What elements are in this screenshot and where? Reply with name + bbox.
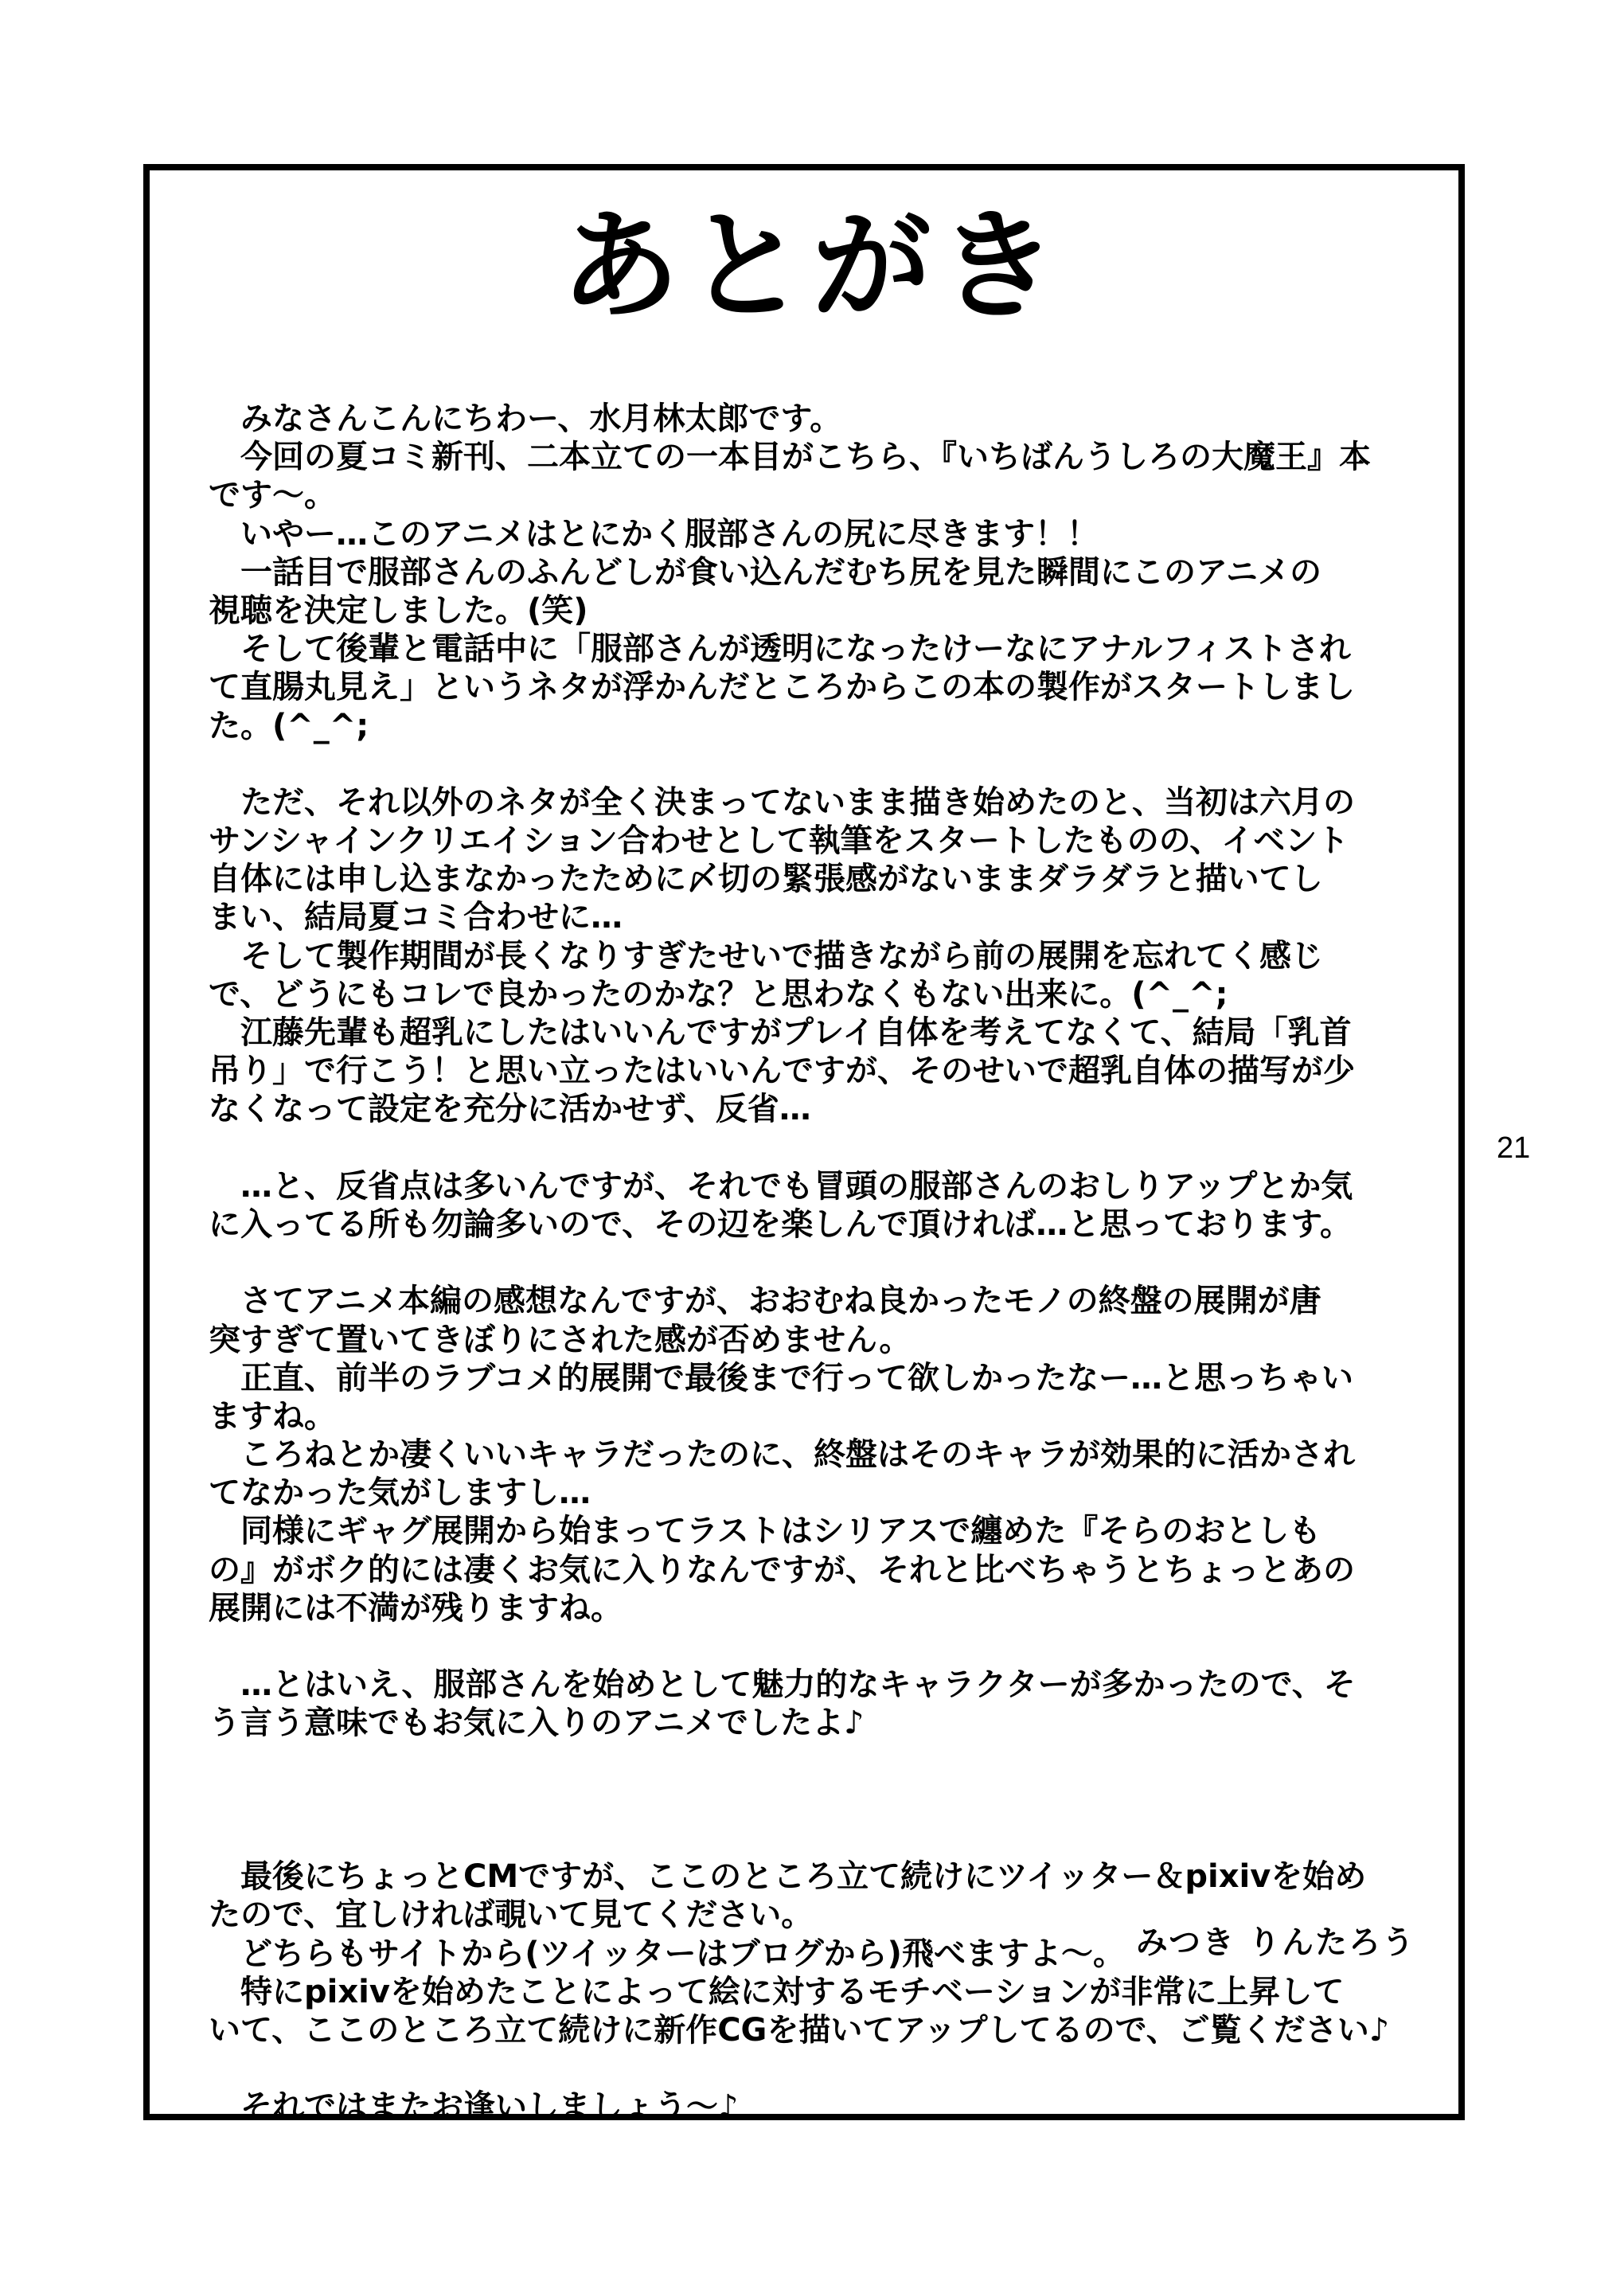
text-line: 今回の夏コミ新刊、二本立ての一本目がこちら、『いちばんうしろの大魔王』本	[209, 439, 1371, 476]
text-line: に入ってる所も勿論多いので、その辺を楽しんで頂ければ…と思っております。	[209, 1205, 1352, 1243]
text-line: 吊り」で行こう！と思い立ったはいいんですが、そのせいで超乳自体の描写が少	[209, 1053, 1355, 1090]
text-line: いて、ここのところ立て続けに新作CGを描いてアップしてるので、ご覧ください♪	[209, 2011, 1390, 2049]
page-number: 21	[1497, 1131, 1531, 1165]
text-line	[209, 1627, 1450, 1666]
text-line: 正直、前半のラブコメ的展開で最後まで行って欲しかったなー…と思っちゃい	[209, 1359, 1353, 1397]
text-line: です～。	[209, 477, 336, 514]
page-title: あとがき	[560, 197, 1064, 336]
text-line: てなかった気がしますし…	[209, 1475, 591, 1512]
text-line	[209, 1743, 1450, 1781]
text-line: どちらもサイトから(ツイッターはブログから)飛べますよ～。	[209, 1935, 1125, 1972]
text-line: いやー…このアニメはとにかく服部さんの尻に尽きます！！	[209, 515, 1099, 553]
text-line: 視聴を決定しました。(笑)	[209, 592, 588, 629]
text-line: たので、宜しければ覗いて見てください。	[209, 1897, 814, 1934]
text-line: そして製作期間が長くなりすぎたせいで描きながら前の展開を忘れてく感じ	[209, 937, 1323, 975]
text-line: 展開には不満が残りますね。	[209, 1589, 623, 1627]
text-line: さてアニメ本編の感想なんですが、おおむね良かったモノの終盤の展開が唐	[209, 1283, 1321, 1320]
text-line: 同様にギャグ展開から始まってラストはシリアスで纏めた『そらのおとしも	[209, 1513, 1321, 1550]
text-line: 一話目で服部さんのふんどしが食い込んだむち尻を見た瞬間にこのアニメの	[209, 553, 1321, 591]
text-line: サンシャインクリエイション合わせとして執筆をスタートしたものの、イベント	[209, 822, 1349, 860]
text-line: 特にpixivを始めたことによって絵に対するモチベーションが非常に上昇して	[209, 1973, 1345, 2010]
text-line	[209, 1129, 1450, 1167]
text-line: う言う意味でもお気に入りのアニメでしたよ♪	[209, 1705, 865, 1742]
text-line: …と、反省点は多いんですが、それでも冒頭の服部さんのおしりアップとか気	[209, 1167, 1353, 1205]
text-line	[209, 1819, 1450, 1857]
text-line: 突すぎて置いてきぼりにされた感が否めません。	[209, 1321, 912, 1358]
text-line: ただ、それ以外のネタが全く決まってないまま描き始めたのと、当初は六月の	[209, 783, 1355, 821]
text-line	[209, 745, 1450, 783]
text-line	[209, 1244, 1450, 1282]
text-line: 自体には申し込まなかったために〆切の緊張感がないままダラダラと描いてし	[209, 861, 1323, 898]
text-line: まい、結局夏コミ合わせに…	[209, 899, 623, 936]
text-line: 江藤先輩も超乳にしたはいいんですがプレイ自体を考えてなくて、結局「乳首	[209, 1014, 1352, 1051]
text-line: て直腸丸見え」というネタが浮かんだところからこの本の製作がスタートしまし	[209, 669, 1355, 706]
text-line: みなさんこんにちわー、水月林太郎です。	[209, 400, 842, 437]
text-line	[209, 1781, 1450, 1819]
text-line: …とはいえ、服部さんを始めとして魅力的なキャラクターが多かったので、そ	[209, 1666, 1356, 1704]
text-line	[209, 2049, 1450, 2088]
text-line: ころねとか凄くいいキャラだったのに、終盤はそのキャラが効果的に活かされ	[209, 1436, 1355, 1474]
text-line: の』がボク的には凄くお気に入りなんですが、それと比べちゃうとちょっとあの	[209, 1551, 1355, 1588]
text-line: た。(^_^;	[209, 707, 369, 744]
text-line: それではまたお逢いしましょう～♪	[209, 2088, 739, 2126]
text-line: そして後輩と電話中に「服部さんが透明になったけーなにアナルフィストされ	[209, 631, 1351, 668]
text-line: なくなって設定を充分に活かせず、反省…	[209, 1091, 811, 1128]
text-line: で、どうにもコレで良かったのかな？と思わなくもない出来に。(^_^;	[209, 975, 1228, 1013]
afterword-body-text	[209, 400, 1450, 2126]
author-signature: みつき りんたろう	[1135, 1924, 1415, 1961]
text-line: 最後にちょっとCMですが、ここのところ立て続けにツイッター＆pixivを始め	[209, 1858, 1367, 1896]
text-line: ますね。	[209, 1397, 336, 1435]
